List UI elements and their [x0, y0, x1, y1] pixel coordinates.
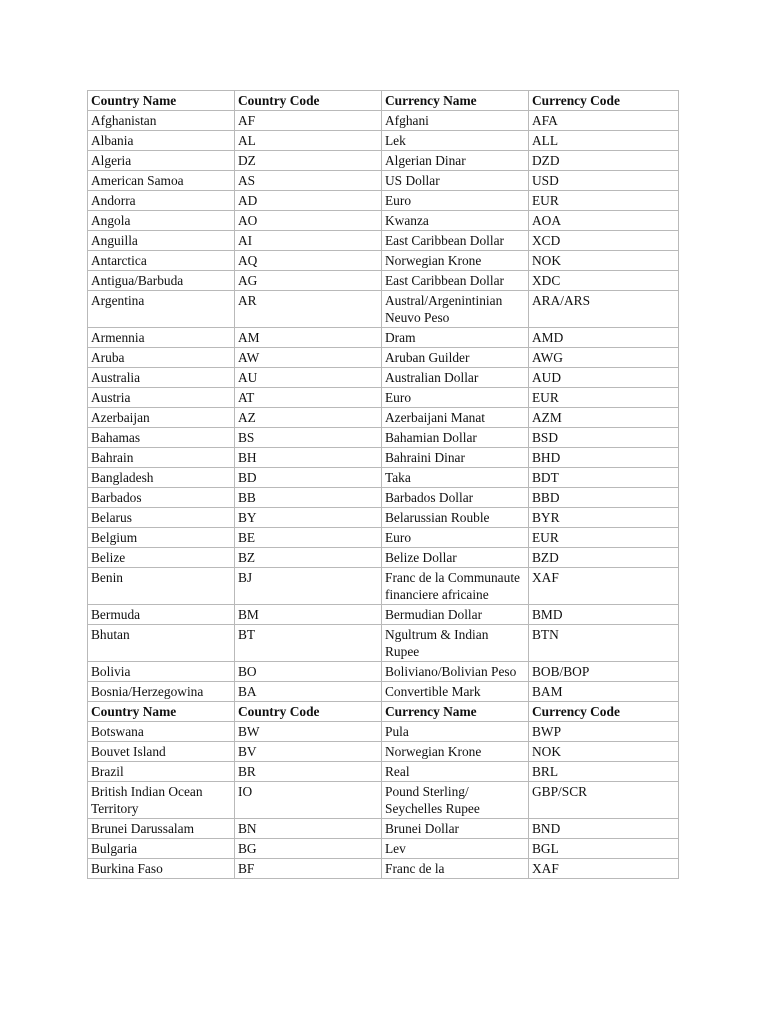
cell-currency-code: BBD [529, 488, 679, 508]
cell-country-code: AD [235, 191, 382, 211]
table-row [88, 448, 679, 468]
cell-currency-name: Taka [382, 468, 529, 488]
table-row [88, 722, 679, 742]
cell-country-code: BS [235, 428, 382, 448]
cell-currency-code: BTN [529, 625, 679, 662]
cell-currency-code: BOB/BOP [529, 662, 679, 682]
cell-country-code: IO [235, 782, 382, 819]
cell-currency-name: Norwegian Krone [382, 742, 529, 762]
cell-country-name: British Indian Ocean Territory [88, 782, 235, 819]
cell-country-code: AL [235, 131, 382, 151]
table-row [88, 488, 679, 508]
cell-country-name: Andorra [88, 191, 235, 211]
table-row [88, 508, 679, 528]
cell-currency-code: NOK [529, 742, 679, 762]
cell-currency-name: Convertible Mark [382, 682, 529, 702]
cell-country-name: Albania [88, 131, 235, 151]
cell-country-name: Brunei Darussalam [88, 819, 235, 839]
cell-currency-code: AOA [529, 211, 679, 231]
table-header-row [88, 91, 679, 111]
table-header-row [88, 702, 679, 722]
cell-currency-name: US Dollar [382, 171, 529, 191]
cell-currency-code: BHD [529, 448, 679, 468]
cell-country-code: AM [235, 328, 382, 348]
cell-country-code: BE [235, 528, 382, 548]
cell-currency-code: AFA [529, 111, 679, 131]
cell-currency-name: Belarussian Rouble [382, 508, 529, 528]
cell-currency-code: AWG [529, 348, 679, 368]
table-row [88, 151, 679, 171]
cell-currency-code: USD [529, 171, 679, 191]
header-cell-currency-code: Currency Code [529, 702, 679, 722]
table-row [88, 251, 679, 271]
cell-currency-name: East Caribbean Dollar [382, 271, 529, 291]
cell-country-name: Bahrain [88, 448, 235, 468]
table-row [88, 762, 679, 782]
table-row [88, 231, 679, 251]
table-row [88, 839, 679, 859]
cell-country-name: Bouvet Island [88, 742, 235, 762]
cell-currency-code: EUR [529, 191, 679, 211]
cell-country-name: American Samoa [88, 171, 235, 191]
cell-country-name: Bhutan [88, 625, 235, 662]
cell-country-code: BO [235, 662, 382, 682]
cell-currency-name: Lev [382, 839, 529, 859]
table-row [88, 271, 679, 291]
header-cell-country-code: Country Code [235, 91, 382, 111]
cell-currency-name: Bahraini Dinar [382, 448, 529, 468]
header-cell-country-code: Country Code [235, 702, 382, 722]
table-row [88, 859, 679, 879]
cell-country-name: Afghanistan [88, 111, 235, 131]
cell-currency-code: BMD [529, 605, 679, 625]
header-cell-currency-name: Currency Name [382, 702, 529, 722]
cell-country-code: BV [235, 742, 382, 762]
cell-country-code: BG [235, 839, 382, 859]
table-row [88, 211, 679, 231]
cell-country-code: AR [235, 291, 382, 328]
cell-country-name: Armennia [88, 328, 235, 348]
cell-country-code: BY [235, 508, 382, 528]
cell-country-name: Antarctica [88, 251, 235, 271]
cell-country-name: Bosnia/Herzegowina [88, 682, 235, 702]
cell-country-name: Burkina Faso [88, 859, 235, 879]
cell-country-name: Angola [88, 211, 235, 231]
cell-currency-name: Lek [382, 131, 529, 151]
cell-currency-name: Australian Dollar [382, 368, 529, 388]
cell-country-code: DZ [235, 151, 382, 171]
cell-country-name: Aruba [88, 348, 235, 368]
cell-currency-code: AMD [529, 328, 679, 348]
cell-country-code: BF [235, 859, 382, 879]
cell-currency-code: XDC [529, 271, 679, 291]
cell-currency-code: BGL [529, 839, 679, 859]
cell-currency-name: Kwanza [382, 211, 529, 231]
cell-country-name: Belarus [88, 508, 235, 528]
cell-country-name: Bangladesh [88, 468, 235, 488]
cell-country-name: Argentina [88, 291, 235, 328]
table-row [88, 782, 679, 819]
table-row [88, 131, 679, 151]
cell-currency-name: Bahamian Dollar [382, 428, 529, 448]
table-row [88, 388, 679, 408]
header-cell-currency-name: Currency Name [382, 91, 529, 111]
cell-currency-name: Pound Sterling/ Seychelles Rupee [382, 782, 529, 819]
cell-currency-code: BAM [529, 682, 679, 702]
cell-country-name: Benin [88, 568, 235, 605]
table-row [88, 528, 679, 548]
cell-currency-code: GBP/SCR [529, 782, 679, 819]
cell-currency-code: ALL [529, 131, 679, 151]
cell-currency-code: EUR [529, 528, 679, 548]
cell-country-name: Bermuda [88, 605, 235, 625]
header-cell-country-name: Country Name [88, 702, 235, 722]
table-row [88, 548, 679, 568]
cell-country-code: BN [235, 819, 382, 839]
cell-country-name: Algeria [88, 151, 235, 171]
cell-country-name: Barbados [88, 488, 235, 508]
table-row [88, 682, 679, 702]
table-row [88, 111, 679, 131]
table-row [88, 291, 679, 328]
cell-country-code: BA [235, 682, 382, 702]
cell-currency-code: BZD [529, 548, 679, 568]
cell-currency-name: Euro [382, 191, 529, 211]
cell-currency-code: BRL [529, 762, 679, 782]
cell-country-code: AI [235, 231, 382, 251]
cell-currency-name: Ngultrum & Indian Rupee [382, 625, 529, 662]
cell-currency-name: Azerbaijani Manat [382, 408, 529, 428]
cell-country-name: Antigua/Barbuda [88, 271, 235, 291]
cell-currency-code: EUR [529, 388, 679, 408]
cell-currency-code: BWP [529, 722, 679, 742]
cell-country-code: AQ [235, 251, 382, 271]
cell-currency-code: BND [529, 819, 679, 839]
cell-country-name: Bulgaria [88, 839, 235, 859]
cell-currency-name: Austral/Argenintinian Neuvo Peso [382, 291, 529, 328]
cell-currency-name: Real [382, 762, 529, 782]
cell-currency-name: Franc de la Communaute financiere africaine [382, 568, 529, 605]
cell-country-code: BR [235, 762, 382, 782]
cell-country-code: BW [235, 722, 382, 742]
table-row [88, 662, 679, 682]
table-row [88, 368, 679, 388]
cell-country-code: AT [235, 388, 382, 408]
cell-country-code: BZ [235, 548, 382, 568]
cell-currency-code: BSD [529, 428, 679, 448]
cell-country-name: Bolivia [88, 662, 235, 682]
header-cell-country-name: Country Name [88, 91, 235, 111]
cell-currency-code: DZD [529, 151, 679, 171]
table-row [88, 328, 679, 348]
cell-currency-name: Brunei Dollar [382, 819, 529, 839]
cell-currency-name: Aruban Guilder [382, 348, 529, 368]
cell-currency-name: East Caribbean Dollar [382, 231, 529, 251]
cell-currency-code: XCD [529, 231, 679, 251]
cell-country-code: AS [235, 171, 382, 191]
cell-country-name: Brazil [88, 762, 235, 782]
cell-country-code: AO [235, 211, 382, 231]
cell-currency-name: Algerian Dinar [382, 151, 529, 171]
cell-currency-code: XAF [529, 568, 679, 605]
cell-currency-code: AZM [529, 408, 679, 428]
header-cell-currency-code: Currency Code [529, 91, 679, 111]
cell-country-code: BJ [235, 568, 382, 605]
cell-currency-code: XAF [529, 859, 679, 879]
cell-country-name: Belize [88, 548, 235, 568]
cell-currency-name: Boliviano/Bolivian Peso [382, 662, 529, 682]
cell-country-code: AU [235, 368, 382, 388]
cell-currency-code: ARA/ARS [529, 291, 679, 328]
cell-country-name: Belgium [88, 528, 235, 548]
cell-currency-name: Norwegian Krone [382, 251, 529, 271]
table-row [88, 625, 679, 662]
cell-country-code: BT [235, 625, 382, 662]
cell-currency-name: Belize Dollar [382, 548, 529, 568]
cell-country-code: AZ [235, 408, 382, 428]
cell-country-name: Austria [88, 388, 235, 408]
currency-table-body [88, 91, 679, 879]
table-row [88, 408, 679, 428]
cell-country-code: AG [235, 271, 382, 291]
cell-country-name: Botswana [88, 722, 235, 742]
cell-currency-code: BYR [529, 508, 679, 528]
table-row [88, 191, 679, 211]
cell-country-code: BH [235, 448, 382, 468]
cell-currency-code: NOK [529, 251, 679, 271]
cell-country-name: Azerbaijan [88, 408, 235, 428]
table-row [88, 428, 679, 448]
cell-currency-name: Afghani [382, 111, 529, 131]
table-row [88, 819, 679, 839]
cell-country-name: Bahamas [88, 428, 235, 448]
cell-currency-name: Euro [382, 388, 529, 408]
cell-currency-name: Franc de la [382, 859, 529, 879]
table-row [88, 171, 679, 191]
cell-currency-code: AUD [529, 368, 679, 388]
table-row [88, 468, 679, 488]
cell-currency-name: Bermudian Dollar [382, 605, 529, 625]
cell-country-code: BD [235, 468, 382, 488]
table-row [88, 568, 679, 605]
cell-country-code: BB [235, 488, 382, 508]
table-row [88, 348, 679, 368]
cell-country-code: AW [235, 348, 382, 368]
currency-table [87, 90, 679, 879]
table-row [88, 605, 679, 625]
cell-country-code: BM [235, 605, 382, 625]
cell-country-code: AF [235, 111, 382, 131]
table-row [88, 742, 679, 762]
cell-currency-name: Dram [382, 328, 529, 348]
cell-currency-name: Barbados Dollar [382, 488, 529, 508]
cell-country-name: Anguilla [88, 231, 235, 251]
cell-currency-name: Pula [382, 722, 529, 742]
cell-currency-name: Euro [382, 528, 529, 548]
cell-currency-code: BDT [529, 468, 679, 488]
cell-country-name: Australia [88, 368, 235, 388]
